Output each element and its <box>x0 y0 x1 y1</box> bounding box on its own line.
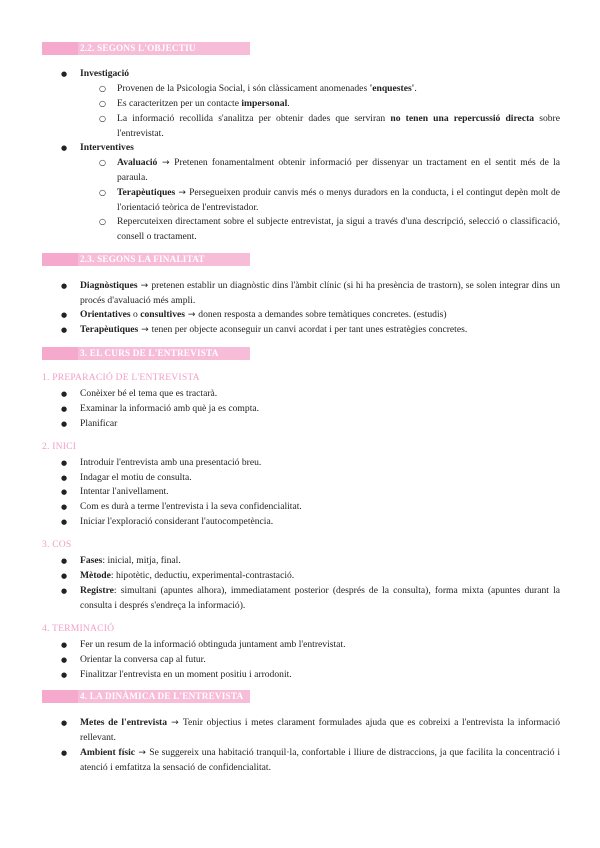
list-item: ● Com es durà a terme l'entrevista i la seva confidencialitat. <box>80 500 560 515</box>
list-item: ● Terapèutiques → tenen per objecte aconseguir un canvi acordat i per tant unes estratègies concretes. <box>80 323 560 338</box>
list-item: ● Examinar la informació amb què ja es compta. <box>80 402 560 417</box>
list-subitem: ○ Provenen de la Psicologia Social, i són clàssicament anomenades 'enquestes'. <box>117 82 560 97</box>
header-stripe <box>42 42 78 55</box>
section-header-dinamica <box>42 690 250 703</box>
list-item: ● Orientar la conversa cap al futur. <box>80 653 560 668</box>
subsection-title-inici: 2. INICI <box>42 441 77 452</box>
list-item: ● Intentar l'anivellament. <box>80 485 560 500</box>
section-title: 2.3. SEGONS LA FINALITAT <box>80 254 205 264</box>
list-item-interventives: ● Interventives <box>80 141 560 156</box>
list-subitem: ○ Avaluació → Pretenen fonamentalment obtenir informació per dissenyar un tractament en el sentit més de la paraula. <box>117 156 560 185</box>
header-stripe <box>42 253 78 266</box>
section-header-finalitat <box>42 253 250 266</box>
list-item: ● Diagnòstiques → pretenen establir un diagnòstic dins l'àmbit clínic (si hi ha presència de trastorn), se solen integrar dins un procés d'avaluació més ampli. <box>80 279 560 308</box>
list-item: ● Mètode: hipotètic, deductiu, experimental-contrastació. <box>80 569 560 584</box>
subsection-title-preparacio: 1. PREPARACIÓ DE L'ENTREVISTA <box>42 372 200 383</box>
list-subitem: ○ La informació recollida s'analitza per obtenir dades que serviran no tenen una repercussió directa sobre l'entrevistat. <box>117 112 560 141</box>
list-subitem: ○ Es caracteritzen per un contacte impersonal. <box>117 97 560 112</box>
section-header-objectiu <box>42 42 250 55</box>
header-stripe <box>42 690 78 703</box>
section-title: 3. EL CURS DE L'ENTREVISTA <box>80 348 219 358</box>
list-item: ● Fer un resum de la informació obtinguda juntament amb l'entrevistat. <box>80 638 560 653</box>
section-title: 4. LA DINÀMICA DE L'ENTREVISTA <box>80 691 244 701</box>
list-item: ● Introduir l'entrevista amb una presentació breu. <box>80 456 560 471</box>
subsection-title-cos: 3. COS <box>42 539 72 550</box>
list-subitem: ○ Repercuteixen directament sobre el subjecte entrevistat, ja sigui a través d'una descripció, selecció o classificació, consell o tractament. <box>117 215 560 244</box>
header-stripe <box>42 347 78 360</box>
list-item: ● Indagar el motiu de consulta. <box>80 471 560 486</box>
list-item: ● Metes de l'entrevista → Tenir objectius i metes clarament formulades ajuda que es cobreixi a l'entrevista la informació rellevant. <box>80 716 560 745</box>
section-header-curs <box>42 347 250 360</box>
list-item: ● Planificar <box>80 417 560 432</box>
list-item: ● Ambient físic → Se suggereix una habitació tranquil·la, confortable i lliure de distraccions, ja que facilita la concentració i atenció i emfatitza la sensació de confidencialitat. <box>80 746 560 775</box>
section-title: 2.2. SEGONS L'OBJECTIU <box>80 43 196 53</box>
list-item: ● Registre: simultani (apuntes alhora), immediatament posterior (després de la consulta), forma mixta (apuntes durant la consulta i després s'endreça la informació). <box>80 584 560 613</box>
list-item: ● Iniciar l'exploració considerant l'autocompetència. <box>80 515 560 530</box>
list-item: ● Orientatives o consultives → donen resposta a demandes sobre temàtiques concretes. (estudis) <box>80 308 560 323</box>
list-subitem: ○ Terapèutiques → Persegueixen produir canvis més o menys duradors en la conducta, i el contingut depèn molt de l'orientació teòrica de l'entrevistador. <box>117 186 560 215</box>
list-item: ● Fases: inicial, mitja, final. <box>80 554 560 569</box>
list-item: ● Finalitzar l'entrevista en un moment positiu i arrodonit. <box>80 668 560 683</box>
subsection-title-terminacio: 4. TERMINACIÓ <box>42 623 115 634</box>
list-item-investigacio: ● Investigació <box>80 67 560 82</box>
list-item: ● Conèixer bé el tema que es tractarà. <box>80 387 560 402</box>
